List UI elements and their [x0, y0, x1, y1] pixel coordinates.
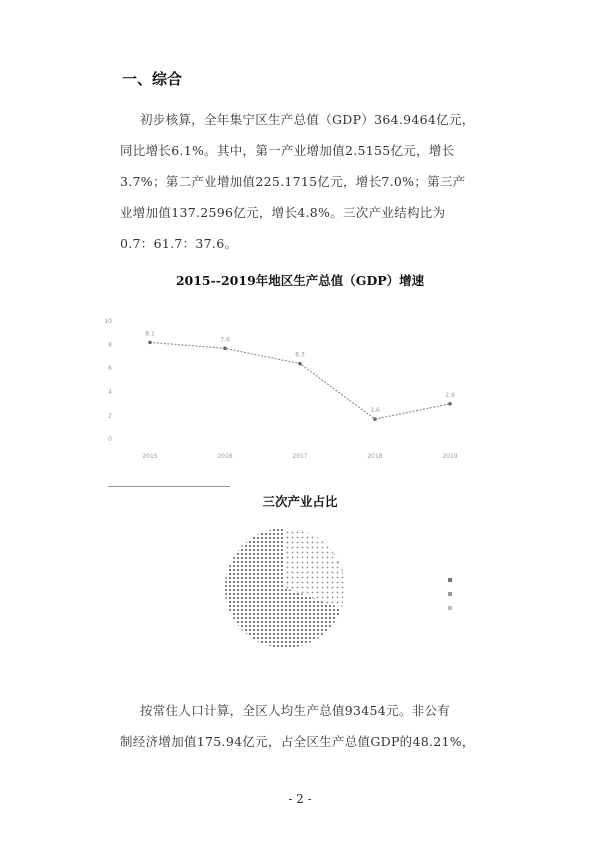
- closing-line: 制经济增加值175.94亿元，占全区生产总值GDP的48.21%，: [120, 734, 475, 749]
- closing-line: 按常住人口计算，全区人均生产总值93454元。非公有: [140, 703, 451, 718]
- pie-legend-swatch: [448, 592, 452, 596]
- data-label: 8.1: [145, 330, 155, 338]
- section-heading: 一、综合: [122, 70, 183, 88]
- data-label: 2.9: [445, 391, 455, 399]
- data-label: 1.6: [370, 407, 380, 415]
- y-tick-label: 8: [108, 341, 112, 349]
- data-point: [448, 402, 452, 406]
- page-number: - 2 -: [288, 792, 312, 806]
- x-tick-label: 2015: [142, 453, 158, 460]
- pie-legend-swatch: [448, 606, 452, 610]
- x-tick-label: 2016: [217, 453, 233, 460]
- data-point: [373, 417, 377, 421]
- pie-chart-title: 三次产业占比: [262, 494, 338, 509]
- chart-divider: [108, 486, 230, 487]
- pie-legend-swatch: [448, 578, 452, 582]
- closing-paragraph: [120, 695, 522, 757]
- intro-line: 0.7：61.7：37.6。: [120, 236, 238, 251]
- intro-line: 业增加值137.2596亿元，增长4.8%。三次产业结构比为: [120, 205, 446, 220]
- intro-line: 初步核算，全年集宁区生产总值（GDP）364.9464亿元，: [140, 112, 475, 127]
- y-tick-label: 6: [108, 365, 112, 373]
- chart-title: 2015--2019年地区生产总值（GDP）增速: [175, 273, 425, 288]
- data-label: 6.3: [295, 351, 305, 359]
- y-tick-label: 2: [108, 412, 112, 420]
- y-tick-label: 0: [108, 436, 112, 443]
- intro-paragraph: [120, 104, 522, 259]
- x-tick-label: 2019: [442, 453, 458, 460]
- x-tick-label: 2017: [292, 453, 308, 460]
- data-point: [223, 347, 227, 351]
- industry-share-pie-chart: [220, 520, 480, 670]
- gdp-growth-line-chart: [90, 298, 510, 478]
- y-tick-label: 4: [108, 388, 112, 396]
- y-tick-label: 10: [104, 318, 112, 325]
- intro-line: 同比增长6.1%。其中，第一产业增加值2.5155亿元，增长: [120, 143, 455, 158]
- intro-line: 3.7%；第二产业增加值225.1715亿元，增长7.0%；第三产: [120, 174, 466, 189]
- data-label: 7.6: [220, 336, 230, 344]
- data-point: [298, 362, 302, 366]
- x-tick-label: 2018: [367, 453, 383, 460]
- data-point: [148, 341, 152, 345]
